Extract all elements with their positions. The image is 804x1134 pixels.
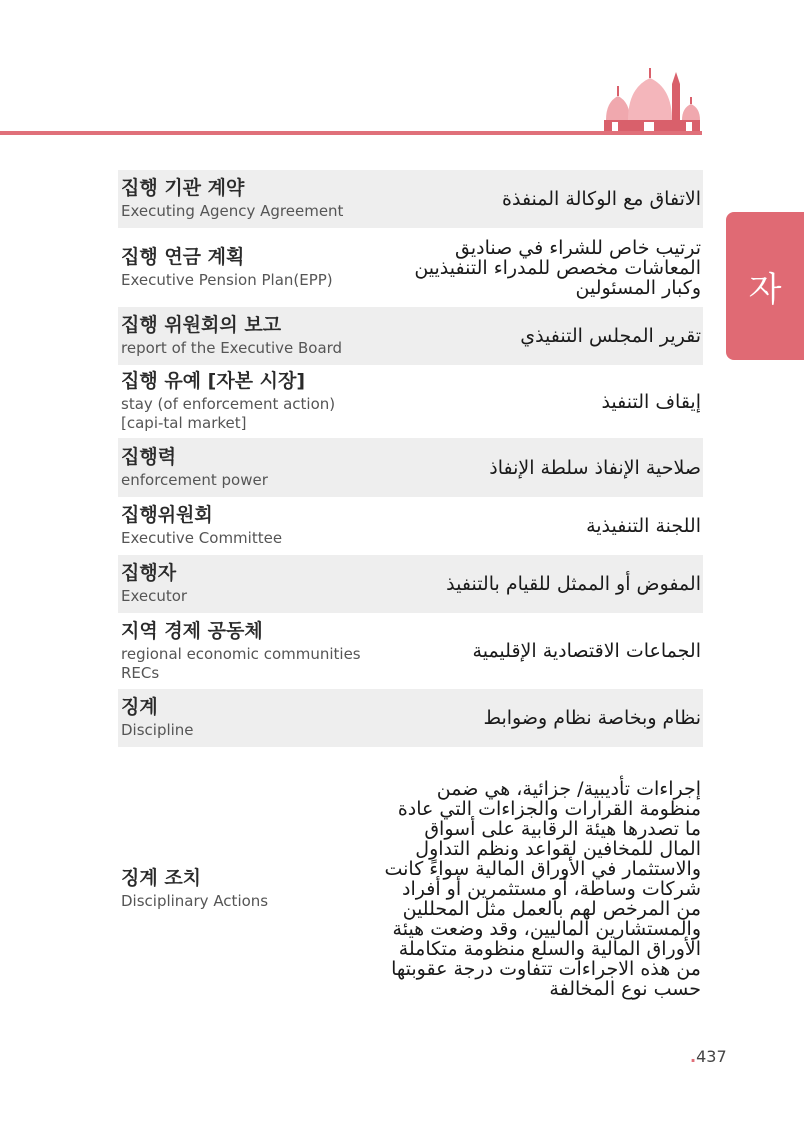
- page-number: [690, 1047, 727, 1066]
- korean-term: 집행력: [121, 445, 177, 468]
- arabic-term: صلاحية الإنفاذ سلطة الإنفاذ: [489, 456, 701, 479]
- korean-term: 집행자: [121, 562, 177, 584]
- english-term: Disciplinary Actions: [121, 892, 269, 910]
- english-term: Executive Pension Plan(EPP): [121, 270, 333, 289]
- english-term: enforcement power: [121, 470, 268, 489]
- arabic-term: اللجنة التنفيذية: [586, 515, 701, 537]
- section-index-tab[interactable]: [726, 212, 804, 360]
- glossary-list: [118, 170, 703, 1031]
- korean-term: 집행 위원회의 보고: [121, 314, 282, 336]
- english-term: regional economic communities RECs: [121, 644, 361, 682]
- korean-term: 지역 경제 공동체: [121, 619, 263, 642]
- arabic-term: الاتفاق مع الوكالة المنفذة: [502, 188, 701, 210]
- mosque-illustration: [598, 64, 704, 134]
- english-term: Executive Committee: [121, 529, 283, 547]
- glossary-entry: [118, 228, 703, 307]
- glossary-entry: [118, 438, 703, 497]
- arabic-term: ترتيب خاص للشراء في صناديق المعاشات مخصص للمدراء التنفيذيين وكبار المسئولين: [414, 236, 701, 299]
- glossary-entry: [118, 170, 703, 228]
- glossary-entry: [118, 689, 703, 747]
- korean-term: 집행 기관 계약: [121, 177, 245, 199]
- glossary-entry: [118, 747, 703, 1031]
- english-term: report of the Executive Board: [121, 339, 343, 357]
- english-term: Discipline: [121, 721, 194, 739]
- arabic-term: المفوض أو الممثل للقيام بالتنفيذ: [446, 573, 701, 595]
- glossary-entry: [118, 307, 703, 365]
- arabic-term: إجراءات تأديبية/ جزائية، هي ضمن منظومة القرارات والجزاءات التي عادة ما تصدرها هيئة الرقابية على أسواق المال للمخافين لقواعد ونظم التداول والاستثمار في الأوراق المالية سواءً كانت شركات وساطة، أو مستثمرين أو أفراد من المرخص لهم بالعمل مثل المحللين والمستشارين الماليين، وقد وضعت هيئة الأوراق المالية والسلع منظومة متكاملة من هذه الاجراءات تتفاوت درجة عقوبتها حسب نوع المخالفة: [384, 778, 701, 1000]
- arabic-term: تقرير المجلس التنفيذي: [520, 325, 701, 347]
- english-term: Executing Agency Agreement: [121, 202, 344, 220]
- korean-term: 집행 연금 계획: [121, 245, 245, 268]
- page-number-value: 437: [696, 1047, 727, 1066]
- korean-term: 징계 조치: [121, 867, 202, 889]
- glossary-entry: [118, 613, 703, 689]
- glossary-entry: [118, 497, 703, 555]
- english-term: Executor: [121, 587, 188, 605]
- section-index-label: 자: [748, 269, 782, 310]
- arabic-term: الجماعات الاقتصادية الإقليمية: [472, 640, 701, 662]
- page-number-dot: .: [690, 1047, 697, 1066]
- korean-term: 집행 유예 [자본 시장]: [121, 370, 306, 392]
- glossary-entry: [118, 555, 703, 613]
- header-rule: [0, 131, 702, 135]
- english-term: stay (of enforcement action) [capi-tal market]: [121, 395, 336, 432]
- korean-term: 집행위원회: [121, 504, 213, 526]
- korean-term: 징계: [121, 696, 158, 718]
- arabic-term: إيقاف التنفيذ: [601, 390, 701, 413]
- glossary-entry: [118, 365, 703, 438]
- arabic-term: نظام وبخاصة نظام وضوابط: [483, 707, 701, 729]
